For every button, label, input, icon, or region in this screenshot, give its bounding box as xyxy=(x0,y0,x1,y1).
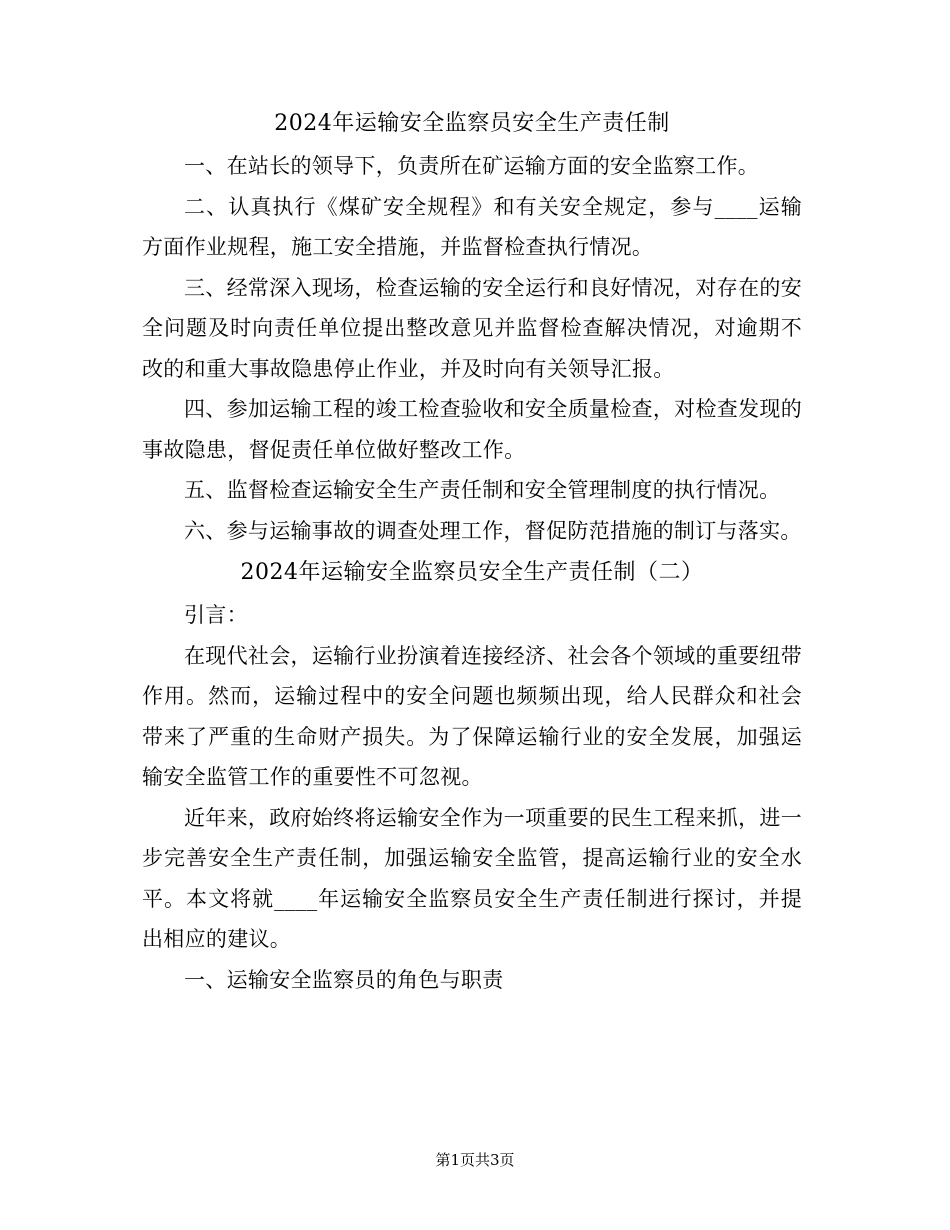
paragraph: 三、经常深入现场，检查运输的安全运行和良好情况，对存在的安全问题及时向责任单位提出整改意见并监督检查解决情况，对逾期不改的和重大事故隐患停止作业，并及时向有关领导汇报。 xyxy=(142,275,802,381)
document-title: 2024年运输安全监察员安全生产责任制 xyxy=(274,111,670,136)
paragraph: 一、运输安全监察员的角色与职责 xyxy=(184,967,504,992)
section-title: 2024年运输安全监察员安全生产责任制（二） xyxy=(240,560,704,585)
paragraph: 四、参加运输工程的竣工检查验收和安全质量检查，对检查发现的事故隐患，督促责任单位做好整改工作。 xyxy=(142,397,802,462)
paragraph: 引言： xyxy=(184,603,248,627)
paragraph: 二、认真执行《煤矿安全规程》和有关安全规定，参与____运输方面作业规程，施工安全措施，并监督检查执行情况。 xyxy=(142,194,802,259)
paragraph: 在现代社会，运输行业扮演着连接经济、社会各个领域的重要纽带作用。然而，运输过程中的安全问题也频频出现，给人民群众和社会带来了严重的生命财产损失。为了保障运输行业的安全发展，加强运输安全监管工作的重要性不可忽视。 xyxy=(142,643,802,789)
document-body xyxy=(142,102,802,1000)
paragraph: 六、参与运输事故的调查处理工作，督促防范措施的制订与落实。 xyxy=(184,518,802,543)
paragraph: 五、监督检查运输安全生产责任制和安全管理制度的执行情况。 xyxy=(184,478,781,502)
page-number: 第1页共3页 xyxy=(435,1151,515,1169)
paragraph: 一、在站长的领导下，负责所在矿运输方面的安全监察工作。 xyxy=(184,154,760,178)
paragraph: 近年来，政府始终将运输安全作为一项重要的民生工程来抓，进一步完善安全生产责任制，加强运输安全监管，提高运输行业的安全水平。本文将就____年运输安全监察员安全生产责任制进行探讨，并提出相应的建议。 xyxy=(142,805,802,951)
